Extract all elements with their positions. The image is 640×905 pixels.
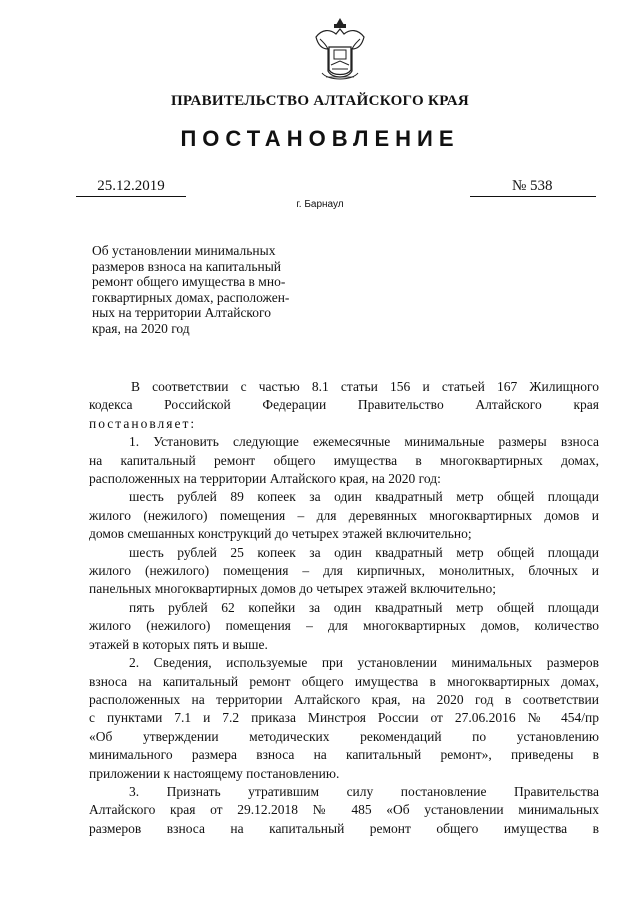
body-line: шесть рублей 89 копеек за один квадратный метр общей площади — [129, 489, 599, 505]
body-line: пять рублей 62 копейки за один квадратный метр общей площади — [129, 599, 599, 615]
body-line: на капитальный ремонт общего имущества в многоквартирных домах, — [89, 452, 599, 468]
body-line: панельных многоквартирных домов до четырех этажей включительно; — [89, 581, 497, 597]
document-subject — [92, 243, 332, 336]
document-city: г. Барнаул — [296, 199, 344, 210]
document-number — [470, 178, 596, 197]
subject-line: ремонт общего имущества в мно- — [92, 274, 286, 289]
body-line: шесть рублей 25 копеек за один квадратный метр общей площади — [129, 544, 599, 560]
body-line: домов смешанных конструкций до четырех этажей включительно; — [89, 526, 472, 542]
document-body — [89, 378, 599, 838]
subject-line: ных на территории Алтайского — [92, 305, 272, 320]
body-line: расположенных на территории Алтайского края, на 2020 год: — [89, 471, 441, 487]
subject-line: края, на 2020 год — [92, 320, 190, 336]
body-line: Алтайского края от 29.12.2018 № 485 «Об установлении минимальных — [89, 802, 599, 818]
body-line: кодекса Российской Федерации Правительство Алтайского края — [89, 397, 599, 413]
body-line: расположенных на территории Алтайского края, на 2020 год в соответствии — [89, 691, 599, 707]
document-number-value: № 538 — [512, 178, 553, 194]
body-line: 2. Сведения, используемые при установлении минимальных размеров — [129, 655, 599, 671]
body-line: «Об утверждении методических рекомендаций по установлению — [89, 728, 599, 744]
body-line: взноса на капитальный ремонт общего имущества в многоквартирных домах, — [89, 673, 599, 689]
body-line: 3. Признать утратившим силу постановление Правительства — [129, 783, 599, 799]
body-line: размеров взноса на капитальный ремонт общего имущества в — [89, 820, 599, 836]
organization-name: ПРАВИТЕЛЬСТВО АЛТАЙСКОГО КРАЯ — [170, 93, 470, 109]
document-type-title: ПОСТАНОВЛЕНИЕ — [180, 126, 460, 151]
coat-of-arms-emblem — [312, 15, 368, 85]
subject-line: гоквартирных домах, расположен- — [92, 289, 290, 305]
document-date: 25.12.2019 — [76, 178, 186, 197]
body-line: минимального размера взноса на капитальный ремонт», приведены в — [89, 747, 599, 763]
body-line: этажей в которых пять и выше. — [89, 636, 268, 652]
body-line: В соответствии с частью 8.1 статьи 156 и статьей 167 Жилищного — [131, 379, 599, 394]
body-line: приложении к настоящему постановлению. — [89, 765, 340, 781]
body-line: жилого (нежилого) помещения – для многоквартирных домов, количество — [89, 618, 599, 634]
body-line: постановляет: — [89, 415, 197, 431]
body-line: 1. Установить следующие ежемесячные минимальные размеры взноса — [129, 434, 599, 450]
body-line: жилого (нежилого) помещения – для кирпичных, монолитных, блочных и — [89, 563, 599, 579]
body-line: жилого (нежилого) помещения – для деревянных многоквартирных домов и — [89, 507, 599, 523]
body-line: с пунктами 7.1 и 7.2 приказа Минстроя России от 27.06.2016 № 454/пр — [89, 710, 599, 726]
subject-line: размеров взноса на капитальный — [92, 258, 282, 274]
subject-line: Об установлении минимальных — [92, 243, 276, 258]
